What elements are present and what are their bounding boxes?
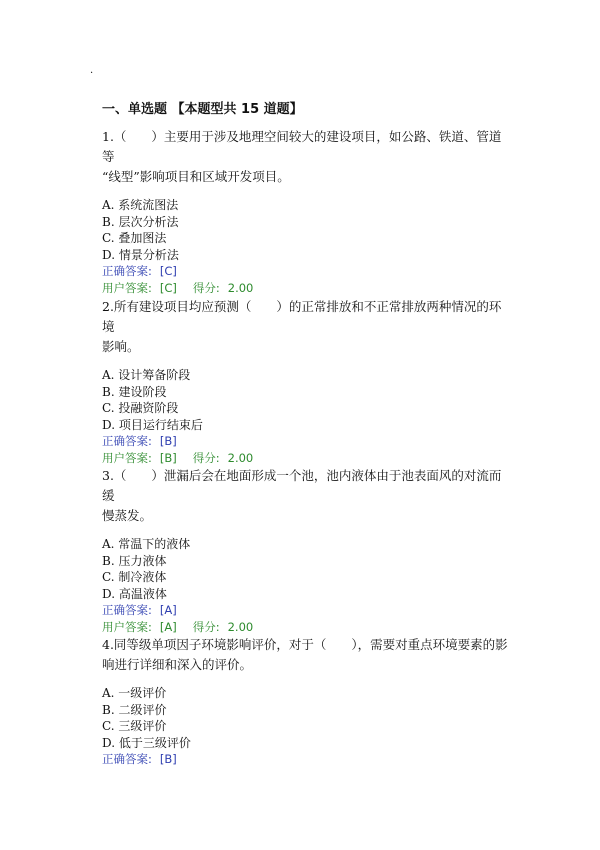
question-stem [102, 127, 512, 187]
question-2 [102, 297, 512, 467]
option-c: C. 制冷液体 [102, 570, 167, 584]
stem-line: 3.（ ）泄漏后会在地面形成一个池，池内液体由于池表面风的对流而缓 [102, 468, 502, 503]
score-value: 2.00 [227, 620, 254, 634]
correct-answer [102, 602, 512, 619]
question-stem [102, 466, 512, 526]
user-answer [102, 450, 512, 467]
option-c: C. 投融资阶段 [102, 401, 179, 415]
question-4 [102, 635, 512, 768]
option-a: A. 一级评价 [102, 686, 167, 700]
stem-line: 响进行详细和深入的评价。 [102, 657, 253, 672]
option-b: B. 建设阶段 [102, 384, 167, 399]
stem-line: 4.同等级单项因子环境影响评价，对于（ ），需要对重点环境要素的影 [102, 637, 508, 652]
option-c: C. 叠加图法 [102, 231, 167, 245]
stem-line: 1.（ ）主要用于涉及地理空间较大的建设项目，如公路、铁道、管道等 [102, 129, 502, 164]
user-answer [102, 619, 512, 636]
score-value: 2.00 [227, 281, 254, 295]
option-b: B. 层次分析法 [102, 214, 179, 229]
correct-answer-value: [A] [159, 603, 177, 617]
correct-answer-label: 正确答案: [102, 752, 152, 766]
stray-dot: . [90, 65, 94, 76]
score-value: 2.00 [227, 451, 254, 465]
score-label: 得分: [192, 620, 220, 634]
correct-answer [102, 263, 512, 280]
stem-line: 影响。 [102, 339, 140, 354]
stem-line: “线型”影响项目和区域开发项目。 [102, 169, 290, 184]
option-c: C. 三级评价 [102, 719, 167, 733]
option-b: B. 压力液体 [102, 553, 167, 568]
stem-line: 2.所有建设项目均应预测（ ）的正常排放和不正常排放两种情况的环境 [102, 299, 502, 334]
option-d: D. 项目运行结束后 [102, 417, 203, 432]
question-stem [102, 635, 512, 675]
option-a: A. 系统流图法 [102, 198, 179, 212]
user-answer-value: [B] [159, 451, 177, 465]
option-b: B. 二级评价 [102, 702, 167, 717]
question-1 [102, 127, 512, 297]
correct-answer [102, 751, 512, 768]
correct-answer-value: [B] [159, 434, 177, 448]
user-answer-value: [A] [159, 620, 177, 634]
stem-line: 慢蒸发。 [102, 508, 153, 523]
correct-answer-value: [C] [159, 264, 177, 278]
option-a: A. 设计筹备阶段 [102, 368, 191, 382]
correct-answer [102, 433, 512, 450]
correct-answer-label: 正确答案: [102, 434, 152, 448]
score-label: 得分: [192, 281, 220, 295]
score-label: 得分: [192, 451, 220, 465]
section-title: 一、单选题 【本题型共 15 道题】 [102, 102, 303, 117]
user-answer-label: 用户答案: [102, 451, 152, 465]
correct-answer-label: 正确答案: [102, 264, 152, 278]
question-stem [102, 297, 512, 357]
correct-answer-label: 正确答案: [102, 603, 152, 617]
option-d: D. 低于三级评价 [102, 735, 191, 750]
option-a: A. 常温下的液体 [102, 537, 191, 551]
user-answer [102, 280, 512, 297]
user-answer-label: 用户答案: [102, 281, 152, 295]
correct-answer-value: [B] [159, 752, 177, 766]
user-answer-value: [C] [159, 281, 177, 295]
user-answer-label: 用户答案: [102, 620, 152, 634]
question-3 [102, 466, 512, 636]
option-d: D. 情景分析法 [102, 247, 179, 262]
option-d: D. 高温液体 [102, 586, 167, 601]
